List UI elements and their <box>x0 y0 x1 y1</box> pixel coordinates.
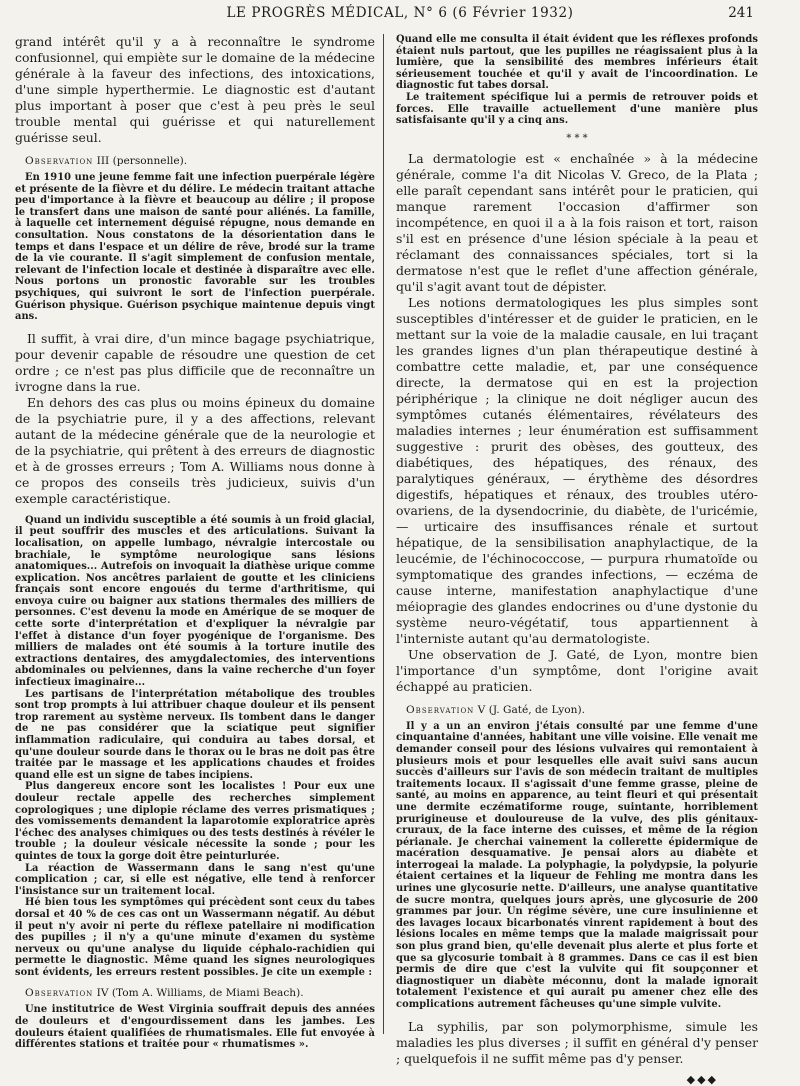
observation-text: En 1910 une jeune femme fait une infection puerpérale légère et présente de la fièvre et du délire. Le médecin traitant attache peu d'importance à la fièvre et beaucoup au délire ; il propose le transfert dans une maison de santé pour aliénés. La famille, à laquelle cet internement déguisé répugne, nous demande en consultation. Nous constatons de la désorientation dans le temps et dans l'espace et un délire de rêve, brodé sur la trame de la vie courante. Il s'agit simplement de confusion mentale, relevant de l'infection locale et destinée à disparaître avec elle. Nous portons un pronostic favorable sur les troubles psychiques, qui suivront le sort de l'infection puerpérale. Guérison physique. Guérison psychique maintenue depuis vingt ans. <box>15 172 375 323</box>
paragraph: grand intérêt qu'il y a à reconnaître le syndrome confusionnel, qui empiète sur le domaine de la médecine générale à la faveur des infections, des intoxications, d'une simple hyperthermie. Le diagnostic est d'autant plus important à poser que c'est à peu près le seul trouble mental qui guérisse et qui naturellement guérisse seul. <box>15 34 375 145</box>
quoted-paragraph: Plus dangereux encore sont les localistes ! Pour eux une douleur rectale appelle des recherches simplement coprologiques ; une diplopie réclame des verres prismatiques ; des vomissements demandent la laparotomie exploratrice après l'échec des analyses chimiques ou des tests destinés à révéler le trouble ; la douleur vésicale nécessite la sonde ; pour les quintes de toux la gorge doit être peinturlurée. <box>15 781 375 862</box>
paragraph: Les notions dermatologiques les plus simples sont susceptibles d'intéresser et de guider le praticien, en le mettant sur la voie de la maladie causale, en lui traçant les grandes lignes d'un plan thérapeutique destiné à combattre cette maladie, et, par une conséquence directe, la dermatose qui en est la projection périphérique ; la clinique ne doit négliger aucun des symptômes cutanés élémentaires, révélateurs des maladies internes ; leur énumération est suffisamment suggestive : prurit des obèses, des goutteux, des diabétiques, des hépatiques, des rénaux, des paralytiques généraux, — érythème des désordres digestifs, hépatiques et rénaux, des troubles utéro-ovariens, de la dysendocrinie, du diabète, de l'uricémie, — urticaire des insuffisances rénale et surtout hépatique, de la sensibilisation anaphylactique, de la leucémie, de l'échinococcose, — purpura rhumatoïde ou symptomatique des grandes infections, — eczéma de cause interne, manifestation anaphylactique d'une méiopragie des glandes endocrines ou d'une dystonie du système neuro-végétatif, tous appartiennent à l'interniste autant qu'au dermatologiste. <box>396 294 758 646</box>
paragraph: La dermatologie est « enchaînée » à la médecine générale, comme l'a dit Nicolas V. Greco, de la Plata ; elle paraît cependant sans intérêt pour le praticien, qui manque rarement l'occasion d'affirmer son incompétence, en quoi il a à la fois raison et tort, raison s'il est en présence d'une lésion spéciale à la peau et réclamant des connaissances spéciales, tort si la dermatose n'est que le reflet d'une affection générale, qu'il s'agit avant tout de dépister. <box>396 150 758 294</box>
journal-title: LE PROGRÈS MÉDICAL, N° 6 (6 Février 1932) <box>226 5 574 21</box>
paragraph: En dehors des cas plus ou moins épineux du domaine de la psychiatrie pure, il y a des affections, relevant autant de la médecine générale que de la neurologie et de la psychiatrie, qui prêtent à des erreurs de diagnostic et à de grosses erreurs ; Tom A. Williams nous donne à ce propos des conseils très judicieux, suivis d'un exemple caractéristique. <box>15 394 375 506</box>
observation-title: V (J. Gaté, de Lyon). <box>474 703 585 716</box>
observation-heading <box>15 154 375 168</box>
observation-heading <box>15 986 375 1000</box>
quoted-paragraph: Les partisans de l'interprétation métabolique des troubles sont trop prompts à lui attribuer chaque douleur et ils pensent trop rarement au système nerveux. Ils tombent dans le danger de ne pas considérer que la sciatique peut signifier inflammation radiculaire, qui conduira au tabes dorsal, et qu'une douleur sourde dans le thorax ou le bras ne doit pas être traitée par le massage et les applications chaudes et froides quand elle est un signe de tabes incipiens. <box>15 688 375 781</box>
section-separator: * * * <box>566 132 588 144</box>
column-divider <box>383 34 384 1034</box>
page-number: 241 <box>728 5 754 21</box>
observation-text: Il y a un an environ j'étais consulté par une femme d'une cinquantaine d'années, habitant une ville voisine. Elle venait me demander conseil pour des lésions vulvaires qui remontaient à plusieurs mois et pour lesquelles elle avait suivi sans aucun succès d'ailleurs sur l'avis de son médecin traitant de multiples traitements locaux. Il s'agissait d'une femme grasse, pleine de santé, au moins en apparence, au teint fleuri et qui présentait une dermite eczématiforme rouge, suintante, horriblement prurigineuse et douloureuse de la vulve, des plis génitaux-cruraux, de la face interne des cuisses, et même de la région périanale. Je cherchai vainement la collerette épidermique de macération desquamative. Je pensai alors au diabète et interrogeai la malade. La polyphagie, la polydypsie, la polyurie étaient certaines et la liqueur de Fehling me montra dans les urines une glycosurie nette. D'ailleurs, une analyse quantitative de sucre montra, quelques jours après, une glycosurie de 200 grammes par jour. Un régime sévère, une cure insulinienne et des lavages locaux bicarbonatés vinrent rapidement à bout des lésions locales en même temps que la malade maigrissait pour son plus grand bien, qu'elle devenait plus alerte et plus forte et que sa glycosurie tombait à 8 grammes. Dans ce cas il est bien permis de dire que c'est la vulvite qui fit soupçonner et diagnostiquer un diabète méconnu, dont la malade ignorait totalement l'existence et qui aurait pu amener chez elle des complications autrement fâcheuses qu'une simple vulvite. <box>396 720 758 1010</box>
observation-title: III (personnelle). <box>93 155 188 167</box>
paragraph: Une observation de J. Gaté, de Lyon, montre bien l'importance d'un symptôme, dont l'origine avait échappé au praticien. <box>396 646 758 694</box>
quoted-paragraph: La réaction de Wassermann dans le sang n'est qu'une complication ; car, si elle est négative, elle tend à renforcer l'insistance sur un traitement local. <box>15 862 375 897</box>
right-column <box>396 34 758 1086</box>
observation-label: Observation <box>406 703 475 716</box>
paragraph: Il suffit, à vrai dire, d'un mince bagage psychiatrique, pour devenir capable de résoudre une question de cet ordre ; ce n'est pas plus difficile que de reconnaître un ivrogne dans la rue. <box>15 330 375 394</box>
observation-title: IV (Tom A. Williams, de Miami Beach). <box>93 987 304 1000</box>
left-column <box>15 34 375 1051</box>
observation-text: Quand elle me consulta il était évident que les réflexes profonds étaient nuls partout, que les pupilles ne réagissaient plus à la lumière, que la sensibilité des membres inférieurs était sérieusement touchée et qu'il y avait de l'incoordination. Le diagnostic fut tabes dorsal. <box>396 34 758 92</box>
end-ornament: ◆◆◆ <box>686 1072 718 1086</box>
observation-heading <box>396 703 758 717</box>
quoted-paragraph: Quand un individu susceptible a été soumis à un froid glacial, il peut souffrir des muscles et des articulations. Suivant la localisation, on appelle lumbago, névralgie intercostale ou brachiale, le symptôme neurologique sans lésions anatomiques... Autrefois on invoquait la diathèse urique comme explication. Nos ancêtres parlaient de goutte et les cliniciens français sont encore engoués du terme d'arthritisme, qui envoya cuire ou baigner aux stations thermales des milliers de personnes. C'est devenu la mode en Amérique de se moquer de cette sorte d'interprétation et d'expliquer la névralgie par l'effet à distance d'un foyer pyogénique de l'organisme. Des milliers de malades ont été soumis à la torture inutile des extractions dentaires, des amygdalectomies, des interventions abdominales ou pelviennes, dans la vaine recherche d'un foyer infectieux imaginaire... <box>15 514 375 689</box>
observation-text: Une institutrice de West Virginia souffrait depuis des années de douleurs et d'engourdissement dans les jambes. Les douleurs étaient qualifiées de rhumatismales. Elle fut envoyée à différentes stations et traitée pour « rhumatismes ». <box>15 1004 375 1051</box>
observation-label: Observation <box>25 155 94 167</box>
paragraph: La syphilis, par son polymorphisme, simule les maladies les plus diverses ; il suffit en général d'y penser ; quelquefois il ne suffit même pas d'y penser. <box>396 1018 758 1066</box>
observation-label: Observation <box>25 987 94 1000</box>
observation-text: Le traitement spécifique lui a permis de retrouver poids et forces. Elle travaille actuellement d'une manière plus satisfaisante qu'il y a cinq ans. <box>396 91 758 127</box>
page-header <box>0 0 800 26</box>
quoted-paragraph: Hé bien tous les symptômes qui précèdent sont ceux du tabes dorsal et 40 % de ces cas ont un Wassermann négatif. Au début il peut n'y avoir ni perte du réflexe patellaire ni modification des pupilles ; il n'y a qu'une minute d'examen du système nerveux ou qu'une analyse du liquide céphalo-rachidien qui permette le diagnostic. Même quand les signes neurologiques sont évidents, les erreurs restent possibles. Je cite un exemple : <box>15 897 375 978</box>
